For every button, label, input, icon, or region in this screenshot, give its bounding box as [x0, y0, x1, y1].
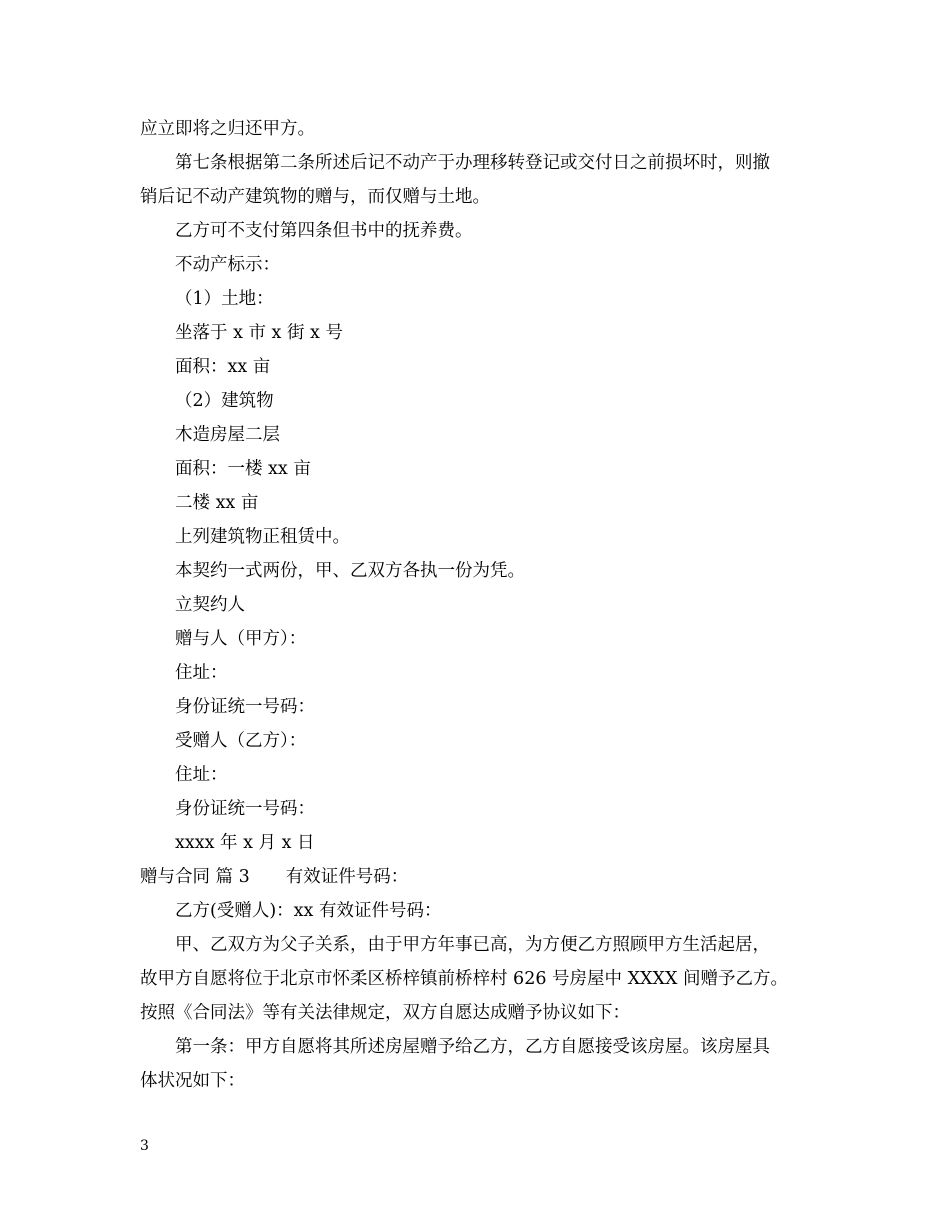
paragraph-line: 应立即将之归还甲方。 [140, 119, 315, 139]
paragraph-line: 甲、乙双方为父子关系，由于甲方年事已高，为方便乙方照顾甲方生活起居， [175, 935, 770, 955]
section-heading-tail: 有效证件号码： [285, 867, 409, 887]
paragraph-line: 不动产标示： [175, 255, 280, 275]
paragraph-line: 身份证统一号码： [175, 697, 315, 717]
paragraph-line: 销后记不动产建筑物的赠与，而仅赠与土地。 [140, 187, 490, 207]
paragraph-line: 住址： [175, 765, 228, 785]
paragraph-line: 本契约一式两份，甲、乙双方各执一份为凭。 [175, 561, 525, 581]
paragraph-line: 故甲方自愿将位于北京市怀柔区桥梓镇前桥梓村 626 号房屋中 XXXX 间赠予乙方。 [140, 969, 788, 989]
paragraph-line: 立契约人 [175, 595, 245, 615]
paragraph-line: 面积：xx 亩 [175, 357, 271, 377]
paragraph-line: 坐落于 x 市 x 街 x 号 [175, 323, 343, 343]
document-body [140, 112, 820, 1098]
paragraph-line: 乙方(受赠人)：xx 有效证件号码： [175, 901, 442, 921]
page-number: 3 [140, 1138, 149, 1154]
paragraph-line: 木造房屋二层 [175, 425, 280, 445]
section-heading: 赠与合同 篇 3 [140, 867, 250, 887]
paragraph-line: 二楼 xx 亩 [175, 493, 259, 513]
paragraph-line: xxxx 年 x 月 x 日 [175, 833, 315, 853]
paragraph-line: 受赠人（乙方）： [175, 731, 307, 751]
paragraph-line: 身份证统一号码： [175, 799, 315, 819]
section-heading-line [140, 860, 820, 894]
paragraph-line: （2）建筑物 [175, 391, 274, 411]
paragraph-line: 第七条根据第二条所述后记不动产于办理移转登记或交付日之前损坏时，则撤 [175, 153, 770, 173]
paragraph-line: 上列建筑物正租赁中。 [175, 527, 350, 547]
paragraph-line: 住址： [175, 663, 228, 683]
paragraph-line: 赠与人（甲方）： [175, 629, 307, 649]
paragraph-line: （1）土地： [175, 289, 274, 309]
paragraph-line: 体状况如下： [140, 1071, 245, 1091]
paragraph-line: 乙方可不支付第四条但书中的抚养费。 [175, 221, 473, 241]
paragraph-line: 按照《合同法》等有关法律规定，双方自愿达成赠予协议如下： [140, 1003, 630, 1023]
paragraph-line: 第一条：甲方自愿将其所述房屋赠予给乙方，乙方自愿接受该房屋。该房屋具 [175, 1037, 770, 1057]
paragraph-line: 面积：一楼 xx 亩 [175, 459, 311, 479]
